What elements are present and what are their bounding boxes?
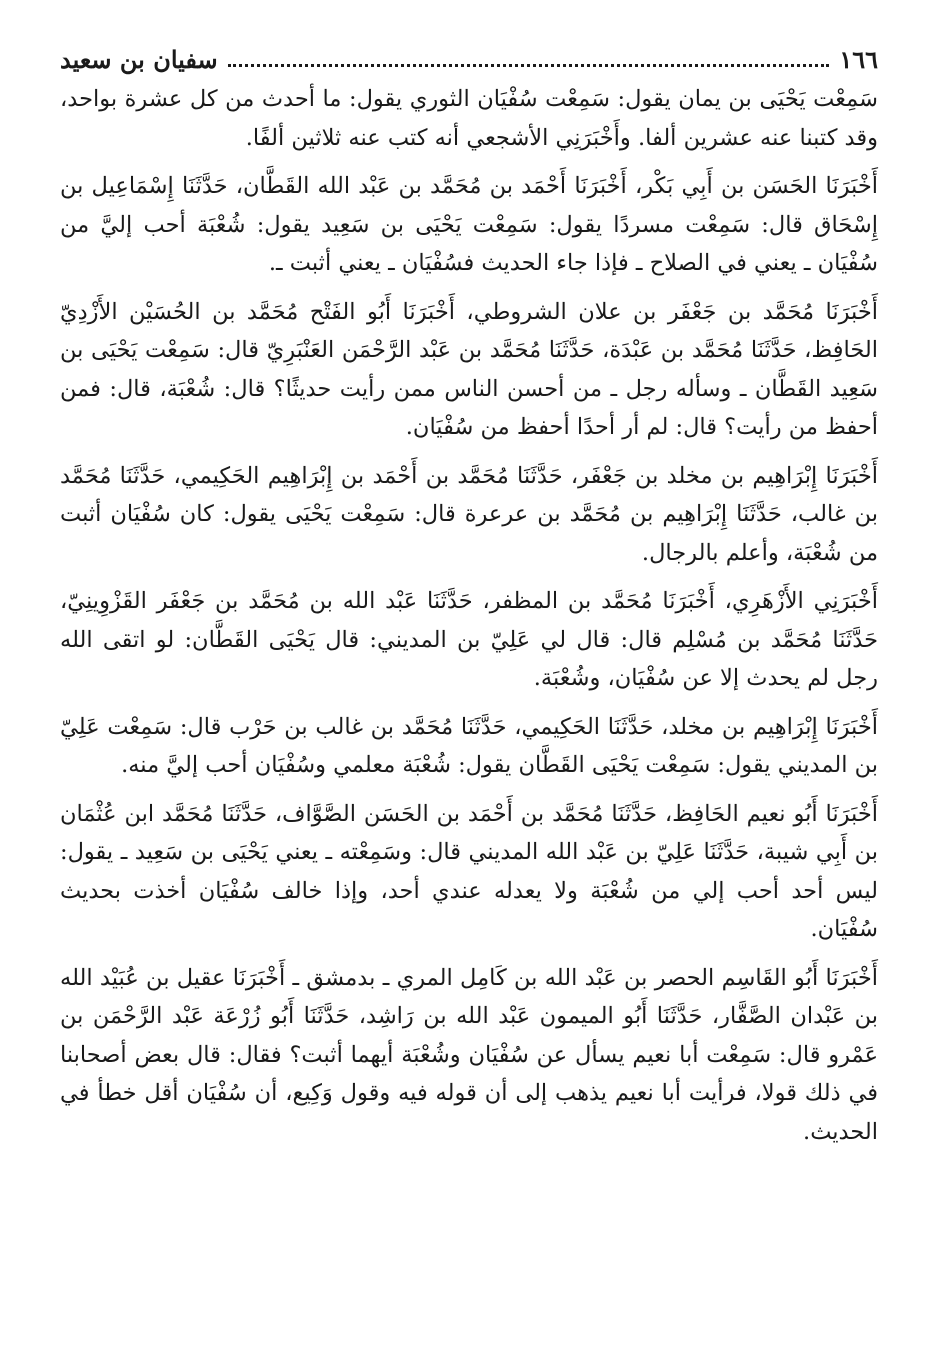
- body-text: [60, 80, 878, 1151]
- header-leader-dots: [228, 64, 830, 67]
- running-title: سفيان بن سعيد: [60, 45, 218, 74]
- paragraph: أَخْبَرَنَا إِبْرَاهِيم بن مخلد، حَدَّثَنَا الحَكِيمي، حَدَّثَنَا مُحَمَّد بن غالب بن حَرْب قال: سَمِعْت عَلِيّ بن المديني يقول: سَمِعْت يَحْيَى القَطَّان يقول: شُعْبَة معلمي وسُفْيَان أحب إليَّ منه.: [60, 713, 878, 778]
- paragraph: أَخْبَرَنَا أَبُو نعيم الحَافِظ، حَدَّثَنَا مُحَمَّد بن أَحْمَد بن الحَسَن الصَّوَّاف، حَدَّثَنَا مُحَمَّد ابن عُثْمَان بن أَبِي شيبة، حَدَّثَنَا عَلِيّ بن عَبْد الله المديني قال: وسَمِعْته ـ يعني يَحْيَى بن سَعِيد ـ يقول: ليس أحد أحب إلي من شُعْبَة ولا يعدله عندي أحد، وإذا خالف سُفْيَان أخذت بحديث سُفْيَان.: [60, 800, 878, 942]
- page-header: [60, 40, 878, 74]
- paragraph: أَخْبَرَنَا مُحَمَّد بن جَعْفَر بن علان الشروطي، أَخْبَرَنَا أَبُو الفَتْح مُحَمَّد بن الحُسَيْن الأَزْدِيّ الحَافِظ، حَدَّثَنَا مُحَمَّد بن عَبْدَة، حَدَّثَنَا مُحَمَّد بن عَبْد الرَّحْمَن العَنْبَرِيّ قال: سَمِعْت يَحْيَى بن سَعِيد القَطَّان ـ وسأله رجل ـ من أحسن الناس ممن رأيت حديثًا؟ قال: شُعْبَة، قال: فمن أحفظ من رأيت؟ قال: لم أر أحدًا أحفظ من سُفْيَان.: [60, 298, 878, 440]
- paragraph: أَخْبَرَنِي الأَزْهَرِي، أَخْبَرَنَا مُحَمَّد بن المظفر، حَدَّثَنَا عَبْد الله بن مُحَمَّد بن جَعْفَر القَزْوِينِيّ، حَدَّثَنَا مُحَمَّد بن مُسْلِم قال: قال لي عَلِيّ بن المديني: قال يَحْيَى القَطَّان: لو اتقى الله رجل لم يحدث إلا عن سُفْيَان، وشُعْبَة.: [60, 588, 878, 691]
- book-page: [60, 40, 878, 1340]
- paragraph: أَخْبَرَنَا أَبُو القَاسِم الحصر بن عَبْد الله بن كَامِل المري ـ بدمشق ـ أَخْبَرَنَا عقيل بن عُبَيْد الله بن عَبْدان الصَّفَّار، حَدَّثَنَا أَبُو الميمون عَبْد الله بن رَاشِد، حَدَّثَنَا أَبُو زُرْعَة عَبْد الرَّحْمَن بن عَمْرو قال: سَمِعْت أبا نعيم يسأل عن سُفْيَان وشُعْبَة أيهما أثبت؟ فقال: قال بعض أصحابنا في ذلك قولا، فرأيت أبا نعيم يذهب إلى أن قوله فيه وقول وَكِيع، أن سُفْيَان أقل خطأ في الحديث.: [60, 964, 878, 1145]
- page-number: ١٦٦: [839, 45, 878, 74]
- paragraph: سَمِعْت يَحْيَى بن يمان يقول: سَمِعْت سُفْيَان الثوري يقول: ما أحدث من كل عشرة بواحد، وقد كتبنا عنه عشرين ألفا. وأَخْبَرَنِي الأشجعي أنه كتب عنه ثلاثين ألفًا.: [60, 86, 878, 151]
- paragraph: أَخْبَرَنَا إِبْرَاهِيم بن مخلد بن جَعْفَر، حَدَّثَنَا مُحَمَّد بن أَحْمَد بن إِبْرَاهِيم الحَكِيمي، حَدَّثَنَا مُحَمَّد بن غالب، حَدَّثَنَا إِبْرَاهِيم بن مُحَمَّد بن عرعرة قال: سَمِعْت يَحْيَى يقول: كان سُفْيَان أثبت من شُعْبَة، وأعلم بالرجال.: [60, 462, 878, 566]
- paragraph: أَخْبَرَنَا الحَسَن بن أَبِي بَكْر، أَخْبَرَنَا أَحْمَد بن مُحَمَّد بن عَبْد الله القَطَّان، حَدَّثَنَا إِسْمَاعِيل بن إِسْحَاق قال: سَمِعْت مسردًا يقول: سَمِعْت يَحْيَى بن سَعِيد يقول: شُعْبَة أحب إليَّ من سُفْيَان ـ يعني في الصلاح ـ فإذا جاء الحديث فسُفْيَان ـ يعني أثبت ـ.: [60, 173, 878, 276]
